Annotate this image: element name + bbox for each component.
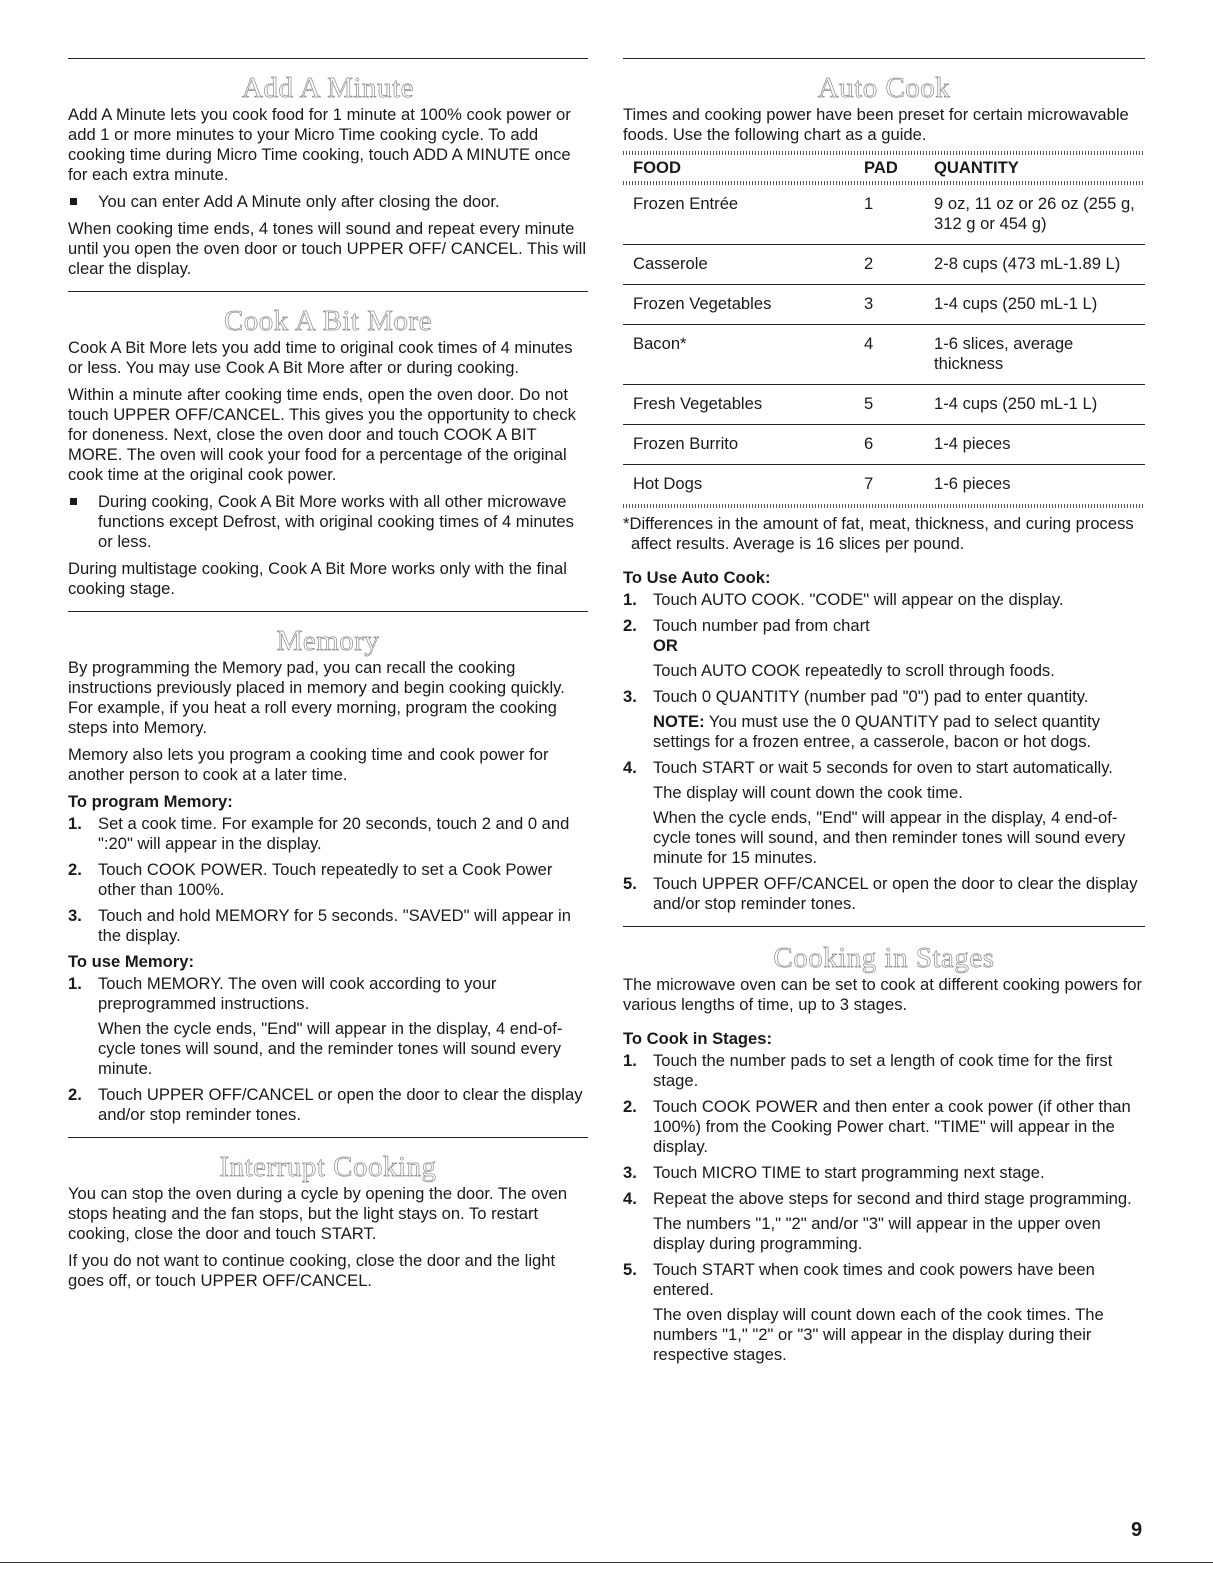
- step-text: Touch number pad from chart: [653, 616, 870, 635]
- program-memory-heading: To program Memory:: [68, 792, 233, 811]
- step-number: 4.: [623, 1189, 637, 1208]
- quantity-cell: 1-6 slices, average thickness: [924, 325, 1145, 385]
- note-label: NOTE:: [653, 712, 705, 731]
- cook-a-bit-more-bullet: [68, 492, 588, 552]
- left-column: [68, 58, 588, 1298]
- step-text: Touch COOK POWER. Touch repeatedly to set a Cook Power other than 100%.: [98, 860, 553, 899]
- step-detail: The numbers "1," "2" and/or "3" will appear in the upper oven display during programming.: [653, 1214, 1101, 1253]
- step-text: Touch and hold MEMORY for 5 seconds. "SAVED" will appear in the display.: [98, 906, 571, 945]
- step-text: Touch MICRO TIME to start programming next stage.: [653, 1163, 1045, 1182]
- memory-title: Memory: [276, 625, 380, 657]
- add-a-minute-bullet: [68, 192, 588, 212]
- step-number: 1.: [68, 974, 82, 993]
- use-memory-heading: To use Memory:: [68, 952, 195, 971]
- step-text: Touch MEMORY. The oven will cook according to your preprogrammed instructions.: [98, 974, 497, 1013]
- step-number: 4.: [623, 758, 637, 777]
- step-number: 5.: [623, 1260, 637, 1279]
- table-body: [623, 185, 1145, 504]
- page-number: 9: [1131, 1519, 1143, 1541]
- cook-a-bit-more-title: Cook A Bit More: [223, 305, 433, 337]
- bacon-footnote: *Differences in the amount of fat, meat, thickness, and curing process affect results. Average is 16 slices per pound.: [623, 514, 1134, 553]
- step-text: Touch AUTO COOK. "CODE" will appear on the display.: [653, 590, 1064, 609]
- step-text: Touch START or wait 5 seconds for oven to start automatically.: [653, 758, 1113, 777]
- list-item: [623, 874, 1145, 914]
- step-detail: When the cycle ends, "End" will appear in the display, 4 end-of-cycle tones will sound, and then reminder tones will sound every minute for 15 minutes.: [653, 808, 1126, 867]
- list-item: [68, 860, 588, 900]
- interrupt-cooking-title: Interrupt Cooking: [219, 1151, 437, 1183]
- bullet-text: During cooking, Cook A Bit More works with all other microwave functions except Defrost, with original cooking times of 4 minutes or less.: [98, 492, 574, 551]
- section-divider: [623, 58, 1145, 59]
- cook-a-bit-more-intro: Cook A Bit More lets you add time to original cook times of 4 minutes or less. You may use Cook A Bit More after or during cooking.: [68, 338, 573, 377]
- table-row: [623, 285, 1145, 325]
- pad-cell: 4: [838, 325, 924, 385]
- step-number: 2.: [623, 1097, 637, 1116]
- step-detail: When the cycle ends, "End" will appear in the display, 4 end-of-cycle tones will sound, and the reminder tones will sound every minute.: [98, 1019, 563, 1078]
- quantity-cell: 1-6 pieces: [934, 474, 1011, 493]
- section-divider: [68, 1137, 588, 1138]
- list-item: [623, 1163, 1145, 1183]
- quantity-cell: 2-8 cups (473 mL-1.89 L): [924, 245, 1145, 285]
- column-header-food: FOOD: [633, 158, 681, 177]
- bullet-text: You can enter Add A Minute only after closing the door.: [98, 192, 500, 211]
- quantity-cell: 1-4 cups (250 mL-1 L): [924, 285, 1145, 325]
- note: [653, 712, 1145, 752]
- step-detail: The display will count down the cook time.: [653, 783, 963, 802]
- step-detail: Touch AUTO COOK repeatedly to scroll through foods.: [653, 661, 1055, 680]
- section-divider: [623, 926, 1145, 927]
- step-text: Repeat the above steps for second and third stage programming.: [653, 1189, 1132, 1208]
- food-cell: Bacon*: [623, 325, 838, 385]
- bullet-square-icon: [70, 198, 77, 205]
- step-text: Touch the number pads to set a length of cook time for the first stage.: [653, 1051, 1113, 1090]
- table-row: [623, 465, 1145, 505]
- step-text: Set a cook time. For example for 20 seconds, touch 2 and 0 and ":20" will appear in the display.: [98, 814, 570, 853]
- column-header-quantity: QUANTITY: [934, 158, 1019, 177]
- list-item: [68, 1085, 588, 1125]
- step-number: 3.: [623, 687, 637, 706]
- list-item: [68, 906, 588, 946]
- list-item: [68, 814, 588, 854]
- pad-cell: 6: [838, 425, 924, 465]
- step-text: Touch START when cook times and cook powers have been entered.: [653, 1260, 1095, 1299]
- section-divider: [68, 611, 588, 612]
- auto-cook-table: [623, 155, 1145, 504]
- step-number: 2.: [68, 1085, 82, 1104]
- food-cell: Hot Dogs: [633, 474, 703, 493]
- list-item: [623, 1051, 1145, 1091]
- column-header-pad: PAD: [864, 158, 898, 177]
- table-row: [623, 385, 1145, 425]
- list-item: [623, 1097, 1145, 1157]
- step-text: Touch UPPER OFF/CANCEL or open the door to clear the display and/or stop reminder tones.: [98, 1085, 583, 1124]
- step-number: 2.: [68, 860, 82, 879]
- section-divider: [68, 291, 588, 292]
- step-number: 1.: [623, 1051, 637, 1070]
- pad-cell: 5: [838, 385, 924, 425]
- step-number: 1.: [68, 814, 82, 833]
- step-number: 5.: [623, 874, 637, 893]
- food-cell: Casserole: [623, 245, 838, 285]
- auto-cook-title: Auto Cook: [817, 72, 951, 104]
- quantity-cell: 9 oz, 11 oz or 26 oz (255 g, 312 g or 454 g): [924, 185, 1145, 245]
- step-detail: The oven display will count down each of the cook times. The numbers "1," "2" or "3" will appear in the display during their respective stages.: [653, 1305, 1104, 1364]
- auto-cook-steps: [623, 590, 1145, 914]
- cook-a-bit-more-body: Within a minute after cooking time ends, open the oven door. Do not touch UPPER OFF/CANCEL. This gives you the opportunity to check for doneness. Next, close the oven door and touch COOK A BIT MORE. The oven will cook your food for a percentage of the original cook time at the original cook power.: [68, 385, 576, 484]
- or-label: OR: [653, 636, 678, 655]
- interrupt-cooking-body: You can stop the oven during a cycle by opening the door. The oven stops heating and the fan stops, but the light stays on. To restart cooking, close the door and touch START.: [68, 1184, 568, 1243]
- food-cell: Frozen Burrito: [623, 425, 838, 465]
- cook-in-stages-steps: [623, 1051, 1145, 1365]
- cook-a-bit-more-multistage: During multistage cooking, Cook A Bit More works only with the final cooking stage.: [68, 559, 567, 598]
- step-number: 3.: [623, 1163, 637, 1182]
- right-column: [623, 58, 1145, 1371]
- table-row: [623, 185, 1145, 245]
- table-header-row: [623, 155, 1145, 181]
- cooking-in-stages-title: Cooking in Stages: [773, 942, 995, 974]
- food-cell: Frozen Vegetables: [623, 285, 838, 325]
- memory-intro: By programming the Memory pad, you can recall the cooking instructions previously placed in memory and begin cooking quickly. For example, if you heat a roll every morning, program the cooking steps into Memory.: [68, 658, 565, 737]
- table-row: [623, 425, 1145, 465]
- pad-cell: 3: [838, 285, 924, 325]
- cooking-in-stages-intro: The microwave oven can be set to cook at different cooking powers for various lengths of time, up to 3 stages.: [623, 975, 1142, 1014]
- list-item: [623, 687, 1145, 752]
- step-number: 2.: [623, 616, 637, 635]
- step-text: Touch 0 QUANTITY (number pad "0") pad to enter quantity.: [653, 687, 1089, 706]
- table-row: [623, 245, 1145, 285]
- pad-cell: 7: [864, 474, 874, 493]
- use-memory-steps: [68, 974, 588, 1125]
- use-auto-cook-heading: To Use Auto Cook:: [623, 568, 771, 587]
- list-item: [68, 974, 588, 1079]
- add-a-minute-intro: Add A Minute lets you cook food for 1 minute at 100% cook power or add 1 or more minutes to your Micro Time cooking cycle. To add cooking time during Micro Time cooking, touch ADD A MINUTE once for each extra minute.: [68, 105, 571, 184]
- section-divider: [68, 58, 588, 59]
- add-a-minute-title: Add A Minute: [242, 72, 414, 104]
- food-cell: Fresh Vegetables: [623, 385, 838, 425]
- add-a-minute-end: When cooking time ends, 4 tones will sound and repeat every minute until you open the oven door or touch UPPER OFF/ CANCEL. This will clear the display.: [68, 219, 587, 278]
- step-text: Touch UPPER OFF/CANCEL or open the door to clear the display and/or stop reminder tones.: [653, 874, 1138, 913]
- step-number: 1.: [623, 590, 637, 609]
- food-cell: Frozen Entrée: [623, 185, 838, 245]
- pad-cell: 1: [838, 185, 924, 245]
- program-memory-steps: [68, 814, 588, 946]
- interrupt-cooking-cancel: If you do not want to continue cooking, close the door and the light goes off, or touch UPPER OFF/CANCEL.: [68, 1251, 556, 1290]
- list-item: [623, 616, 1145, 681]
- step-number: 3.: [68, 906, 82, 925]
- auto-cook-intro: Times and cooking power have been preset for certain microwavable foods. Use the following chart as a guide.: [623, 105, 1129, 144]
- memory-body: Memory also lets you program a cooking time and cook power for another person to cook at a later time.: [68, 745, 549, 784]
- quantity-cell: 1-4 cups (250 mL-1 L): [924, 385, 1145, 425]
- list-item: [623, 590, 1145, 610]
- bottom-rule: [0, 1562, 1213, 1563]
- quantity-cell: 1-4 pieces: [924, 425, 1145, 465]
- bullet-square-icon: [70, 498, 77, 505]
- table-bottom-border: [623, 504, 1145, 508]
- list-item: [623, 758, 1145, 868]
- pad-cell: 2: [838, 245, 924, 285]
- table-row: [623, 325, 1145, 385]
- list-item: [623, 1189, 1145, 1254]
- cook-in-stages-heading: To Cook in Stages:: [623, 1029, 773, 1048]
- note-text: You must use the 0 QUANTITY pad to select quantity settings for a frozen entree, a casserole, bacon or hot dogs.: [653, 712, 1101, 751]
- step-text: Touch COOK POWER and then enter a cook power (if other than 100%) from the Cooking Power chart. "TIME" will appear in the display.: [653, 1097, 1131, 1156]
- list-item: [623, 1260, 1145, 1365]
